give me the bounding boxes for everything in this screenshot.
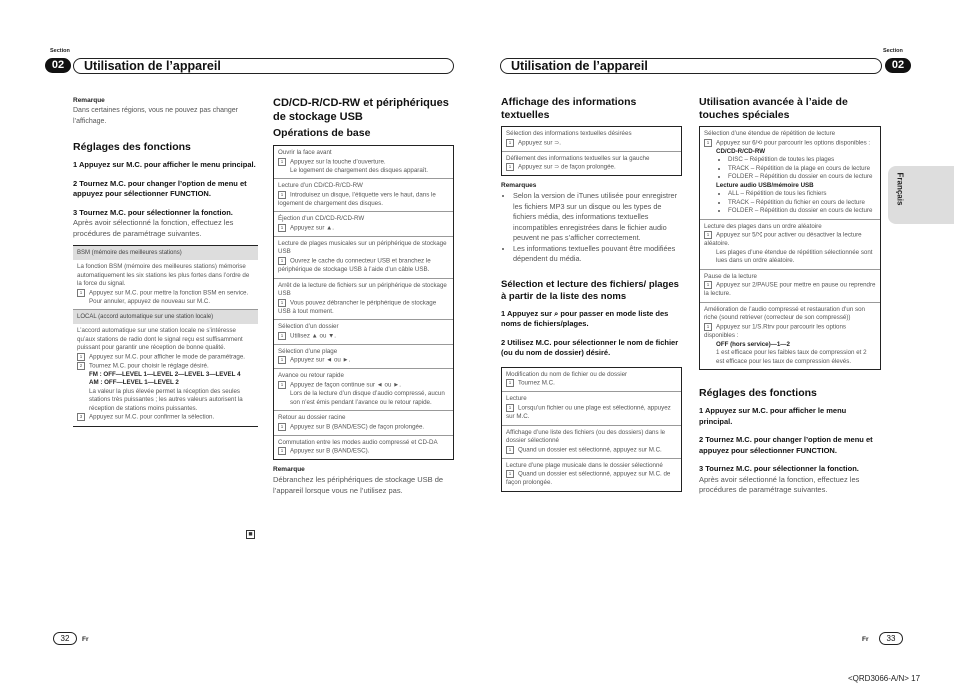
- adv-row-note: Les plages d’une étendue de répétition sélectionnée sont lues dans un ordre aléatoire.: [716, 248, 873, 265]
- ops-table: [273, 145, 454, 460]
- adv-group-item: • TRACK – Répétition de la plage en cours de lecture: [728, 165, 876, 174]
- step-num-icon: 2: [77, 362, 85, 370]
- adv-group-name: Lecture audio USB/mémoire USB: [716, 181, 814, 189]
- step-num-icon: 1: [704, 231, 712, 239]
- step-num-icon: 1: [506, 470, 514, 478]
- adv-group-name: CD/CD-R/CD-RW: [716, 147, 766, 155]
- ops-row-step-text: Ouvrez le cache du connecteur USB et branchez le périphérique de stockage USB à l’aide d’un câble USB.: [278, 257, 431, 274]
- ops-row-step-text: Appuyez sur B (BAND/ESC).: [290, 447, 370, 455]
- bsm-heading: BSM (mémoire des meilleures stations): [73, 246, 258, 260]
- ops-row-step-text: Introduisez un disque, l’étiquette vers le haut, dans le logement de chargement des disques.: [278, 191, 436, 207]
- aff-row-head: Défilement des informations textuelles sur la gauche: [506, 154, 650, 162]
- sel-row-step-text: Quand un dossier est sélectionné, appuyez sur M.C.: [518, 446, 662, 454]
- ops-row-step-text: Appuyez sur ▲.: [290, 224, 334, 232]
- sel-row-step: [506, 379, 677, 388]
- aff-row-step: [506, 163, 677, 172]
- local-text: L’accord automatique sur une station locale ne s’intéresse qu’aux stations de radio dont le signal reçu est suffisamment puissant pour garantir une réception de bonne qualité.: [77, 327, 243, 352]
- sel-row-step-text: Tournez M.C.: [518, 379, 555, 387]
- ops-row-step: [278, 356, 449, 365]
- step-1-left: 1 Appuyez sur M.C. pour afficher le menu principal.: [73, 160, 256, 169]
- ops-row: [274, 369, 453, 411]
- bsm-step-1b: Pour annuler, appuyez de nouveau sur M.C.: [89, 297, 211, 305]
- function-table: [73, 245, 258, 427]
- ops-row-step: [278, 299, 449, 317]
- ops-row-step: [278, 158, 449, 167]
- step-num-icon: 1: [704, 139, 712, 147]
- ops-row-step: [278, 381, 449, 390]
- ops-row-head: Avance ou retour rapide: [278, 372, 344, 380]
- adv-row-head: Amélioration de l’audio compressé et restauration d’un son riche (sound retriever (correcteur de son compressé)): [704, 305, 865, 322]
- step-num-icon: 1: [506, 163, 514, 171]
- adv-row-note: OFF (hors service)—1—2: [716, 340, 790, 348]
- remarque-title: Remarque: [73, 97, 105, 104]
- section-number-right: 02: [885, 58, 911, 73]
- ops-row-step-text: Appuyez sur B (BAND/ESC) de façon prolongée.: [290, 423, 425, 431]
- adv-group-item: • TRACK – Répétition du fichier en cours de lecture: [728, 199, 876, 208]
- ops-row-step: [278, 447, 449, 456]
- step-2-left: 2 Tournez M.C. pour changer l’option de menu et appuyez pour sélectionner FUNCTION.: [73, 178, 247, 198]
- sel-row: [502, 459, 681, 491]
- sel-step-2: 2 Utilisez M.C. pour sélectionner le nom de fichier (ou du nom de dossier) désiré.: [501, 337, 679, 358]
- page-number-right: 33: [879, 632, 903, 645]
- left-column: [73, 96, 258, 427]
- remarque-2-title: Remarque: [273, 466, 305, 474]
- ops-row-step-text: Vous pouvez débrancher le périphérique de stockage USB à tout moment.: [278, 299, 437, 315]
- ops-row-head: Ouvrir la face avant: [278, 149, 332, 156]
- ops-row-step-text: Le logement de chargement des disques apparaît.: [290, 166, 428, 174]
- adv-row-note-2: 1 est efficace pour les faibles taux de compression et 2 est efficace pour les taux de compression élevés.: [716, 349, 867, 365]
- ops-row-step-text: Lors de la lecture d’un disque d’audio compressé, aucun son n’est émis pendant l’avance ou le retour rapide.: [290, 390, 445, 406]
- step-2-right: 2 Tournez M.C. pour changer l’option de menu et appuyez pour sélectionner FUNCTION.: [699, 435, 873, 455]
- sel-row: [502, 392, 681, 425]
- adv-row-step-text: Appuyez sur 2/PAUSE pour mettre en pause ou reprendre la lecture.: [704, 281, 876, 298]
- local-step-3: Appuyez sur M.C. pour confirmer la sélection.: [89, 414, 215, 422]
- section-header-right: Utilisation de l’appareil: [500, 58, 882, 74]
- section-header-left: Utilisation de l’appareil: [73, 58, 454, 74]
- aff-row-step: [506, 139, 677, 148]
- ops-row-step-text: Utilisez ▲ ou ▼.: [290, 332, 336, 340]
- ops-row-head: Commutation entre les modes audio compressé et CD-DA: [278, 438, 438, 446]
- adv-group-item: • DISC – Répétition de toutes les plages: [728, 156, 876, 165]
- adv-group-item: • ALL – Répétition de tous les fichiers: [728, 190, 876, 199]
- bsm-step-1: Appuyez sur M.C. pour mettre la fonction BSM en service.: [89, 289, 249, 297]
- aff-column: [501, 96, 682, 492]
- remarques-list: [501, 191, 682, 265]
- ops-row: [274, 179, 453, 212]
- sel-title: Sélection et lecture des fichiers/ plages à partir de la liste des noms: [501, 278, 679, 302]
- ops-row: [274, 212, 453, 237]
- local-am: AM : OFF—LEVEL 1—LEVEL 2: [89, 379, 179, 387]
- ops-row-step-text: Appuyez sur ◄ ou ►.: [290, 356, 351, 364]
- sel-row-head: Lecture d’une plage musicale dans le dossier sélectionné: [506, 461, 663, 469]
- sel-row: [502, 368, 681, 393]
- sel-row-head: Lecture: [506, 395, 527, 403]
- ops-row-head: Sélection d’une plage: [278, 347, 338, 355]
- cd-usb-title: CD/CD-R/CD-RW et périphériques de stockage USB: [273, 97, 449, 123]
- ops-row-step: [278, 257, 449, 275]
- adv-group-item: • FOLDER – Répétition du dossier en cours de lecture: [728, 207, 876, 216]
- step-num-icon: 1: [278, 423, 286, 431]
- step-num-icon: 1: [278, 158, 286, 166]
- local-note: La valeur la plus élevée permet la réception des seules stations très puissantes ; les autres valeurs autorisent la réception de stations moins puissantes.: [89, 387, 243, 412]
- adv-row-step-text: Appuyez sur 1/S.Rtrv pour parcourir les options disponibles :: [704, 323, 846, 340]
- step-num-icon: 1: [506, 404, 514, 412]
- sel-row-step: [506, 404, 677, 422]
- adv-row-step-text: Appuyez sur 6/⟲ pour parcourir les options disponibles :: [716, 139, 871, 147]
- aff-row-step-text: Appuyez sur ⊃.: [518, 139, 562, 147]
- adv-table: [699, 126, 881, 370]
- aff-row-head: Sélection des informations textuelles désirées: [506, 130, 632, 137]
- ops-row-step: [278, 332, 449, 341]
- step-num-icon: 1: [278, 299, 286, 307]
- step-num-icon: 1: [278, 356, 286, 364]
- ops-title: Opérations de base: [273, 127, 371, 139]
- section-label-right: Section: [883, 48, 903, 54]
- language-tab-label: Français: [895, 172, 905, 206]
- sel-row-step: [506, 446, 677, 455]
- section-label-left: Section: [50, 48, 70, 54]
- step-num-icon: 1: [278, 257, 286, 265]
- bsm-cell: [73, 260, 258, 310]
- step-num-icon: 1: [278, 447, 286, 455]
- step-num-icon: 1: [278, 332, 286, 340]
- step-3-left: 3 Tournez M.C. pour sélectionner la fonction.: [73, 207, 233, 217]
- sel-row-step-text: Quand un dossier est sélectionné, appuyez sur M.C. de façon prolongée.: [506, 470, 671, 487]
- adv-group-list: [716, 156, 876, 182]
- ops-row-head: Arrêt de la lecture de fichiers sur un périphérique de stockage USB: [278, 281, 447, 298]
- adv-row: [700, 270, 880, 303]
- ops-row-step-text: Appuyez sur la touche d’ouverture.: [290, 158, 386, 166]
- step-num-icon: 1: [704, 281, 712, 289]
- remarque-item: • Selon la version de iTunes utilisée pour enregistrer les fichiers MP3 sur un disque ou les types de fichiers média, des informations textuelles incompatibles enregistrées dans le fichier audio peuvent ne pas s’afficher correctement.: [513, 191, 682, 244]
- step-3-body-right: Après avoir sélectionné la fonction, effectuez les procédures de paramétrage suivantes.: [699, 474, 860, 495]
- step-num-icon: 1: [506, 379, 514, 387]
- adv-row: [700, 220, 880, 270]
- ops-row: [274, 436, 453, 460]
- ops-row: [274, 279, 453, 321]
- section-number-left: 02: [45, 58, 71, 73]
- adv-group-list: [716, 190, 876, 216]
- step-num-icon: 1: [77, 289, 85, 297]
- adv-row-head: Lecture des plages dans un ordre aléatoire: [704, 222, 822, 230]
- adv-column: [699, 96, 881, 496]
- ops-row-head: Sélection d’un dossier: [278, 323, 339, 331]
- ops-row: [274, 146, 453, 179]
- adv-row-step: [704, 323, 876, 341]
- sel-row-head: Modification du nom de fichier ou de dossier: [506, 370, 628, 378]
- aff-title: Affichage des informations textuelles: [501, 96, 637, 121]
- sel-row-head: Affichage d’une liste des fichiers (ou des dossiers) dans le dossier sélectionné: [506, 428, 666, 445]
- step-3-right: 3 Tournez M.C. pour sélectionner la fonction.: [699, 464, 859, 474]
- ops-row-step: [278, 423, 449, 432]
- reglages-title-right: Réglages des fonctions: [699, 387, 817, 400]
- cd-column: [273, 96, 454, 496]
- step-num-icon: 1: [704, 323, 712, 331]
- ops-row-head: Éjection d’un CD/CD-R/CD-RW: [278, 215, 365, 223]
- local-cell: [73, 324, 258, 425]
- remarque-text: Dans certaines régions, vous ne pouvez pas changer l’affichage.: [73, 107, 238, 125]
- local-fm: FM : OFF—LEVEL 1—LEVEL 2—LEVEL 3—LEVEL 4: [89, 370, 241, 378]
- sel-row-step-text: Lorsqu’un fichier ou une plage est sélectionné, appuyez sur M.C.: [506, 404, 671, 421]
- page-lang-right: Fr: [862, 636, 869, 643]
- local-step-2: Tournez M.C. pour choisir le réglage désiré.: [89, 362, 209, 370]
- step-3-body-left: Après avoir sélectionné la fonction, effectuez les procédures de paramétrage suivantes.: [73, 218, 234, 238]
- ops-row: [274, 411, 453, 436]
- aff-table: [501, 126, 682, 176]
- aff-row: [502, 127, 681, 152]
- adv-row-head: Pause de la lecture: [704, 272, 757, 280]
- remarque-2-text: Débranchez les périphériques de stockage USB de l’appareil lorsque vous ne l’utilisez pas.: [273, 475, 444, 495]
- end-mark-icon: ■: [246, 530, 255, 539]
- page-lang-left: Fr: [82, 636, 89, 643]
- step-num-icon: 1: [278, 224, 286, 232]
- page-number-left: 32: [53, 632, 77, 645]
- sel-row-step: [506, 470, 677, 488]
- adv-row: [700, 303, 880, 369]
- adv-row-head: Sélection d’une étendue de répétition de lecture: [704, 130, 836, 137]
- ops-row: [274, 345, 453, 370]
- ops-row-step: [278, 390, 449, 407]
- step-num-icon: 1: [278, 381, 286, 389]
- adv-row-step: [704, 139, 876, 148]
- aff-row: [502, 152, 681, 176]
- adv-row-step: [704, 281, 876, 299]
- ops-row: [274, 320, 453, 345]
- ops-row-step-text: Appuyez de façon continue sur ◄ ou ►.: [290, 381, 401, 389]
- adv-group-item: • FOLDER – Répétition du dossier en cours de lecture: [728, 173, 876, 182]
- step-num-icon: 1: [506, 139, 514, 147]
- doc-code: <QRD3066-A/N> 17: [848, 674, 921, 683]
- remarques-title: Remarques: [501, 182, 537, 190]
- reglages-title-left: Réglages des fonctions: [73, 141, 191, 153]
- local-heading: LOCAL (accord automatique sur une station locale): [73, 310, 258, 324]
- step-num-icon: 1: [506, 446, 514, 454]
- ops-row: [274, 237, 453, 279]
- step-num-icon: 1: [77, 353, 85, 361]
- adv-row-step-text: Appuyez sur 5/⤭ pour activer ou désactiver la lecture aléatoire.: [704, 231, 862, 248]
- ops-row-step: [278, 224, 449, 233]
- aff-row-step-text: Appuyez sur ⊃ de façon prolongée.: [518, 163, 616, 171]
- ops-row-head: Lecture de plages musicales sur un périphérique de stockage USB: [278, 239, 447, 256]
- adv-title: Utilisation avancée à l’aide de touches spéciales: [699, 96, 848, 121]
- adv-row-step: [704, 231, 876, 249]
- ops-row-head: Lecture d’un CD/CD-R/CD-RW: [278, 182, 363, 190]
- step-num-icon: 3: [77, 413, 85, 421]
- local-step-1: Appuyez sur M.C. pour afficher le mode de paramétrage.: [89, 353, 246, 361]
- sel-step-1: 1 Appuyez sur ⌕ pour passer en mode liste des noms de fichiers/plages.: [501, 308, 669, 329]
- adv-row: [700, 127, 880, 220]
- sel-table: [501, 367, 682, 492]
- ops-row-step: [278, 167, 449, 176]
- step-num-icon: 1: [278, 191, 286, 199]
- ops-row-step: [278, 191, 449, 209]
- ops-row-head: Retour au dossier racine: [278, 414, 346, 422]
- remarque-item: • Les informations textuelles pouvant être modifiées dépendent du média.: [513, 244, 682, 265]
- step-1-right: 1 Appuyez sur M.C. pour afficher le menu principal.: [699, 406, 847, 426]
- bsm-text: La fonction BSM (mémoire des meilleures stations) mémorise automatiquement les six stations les plus fortes dans l’ordre de la force du signal.: [77, 263, 250, 287]
- sel-row: [502, 426, 681, 459]
